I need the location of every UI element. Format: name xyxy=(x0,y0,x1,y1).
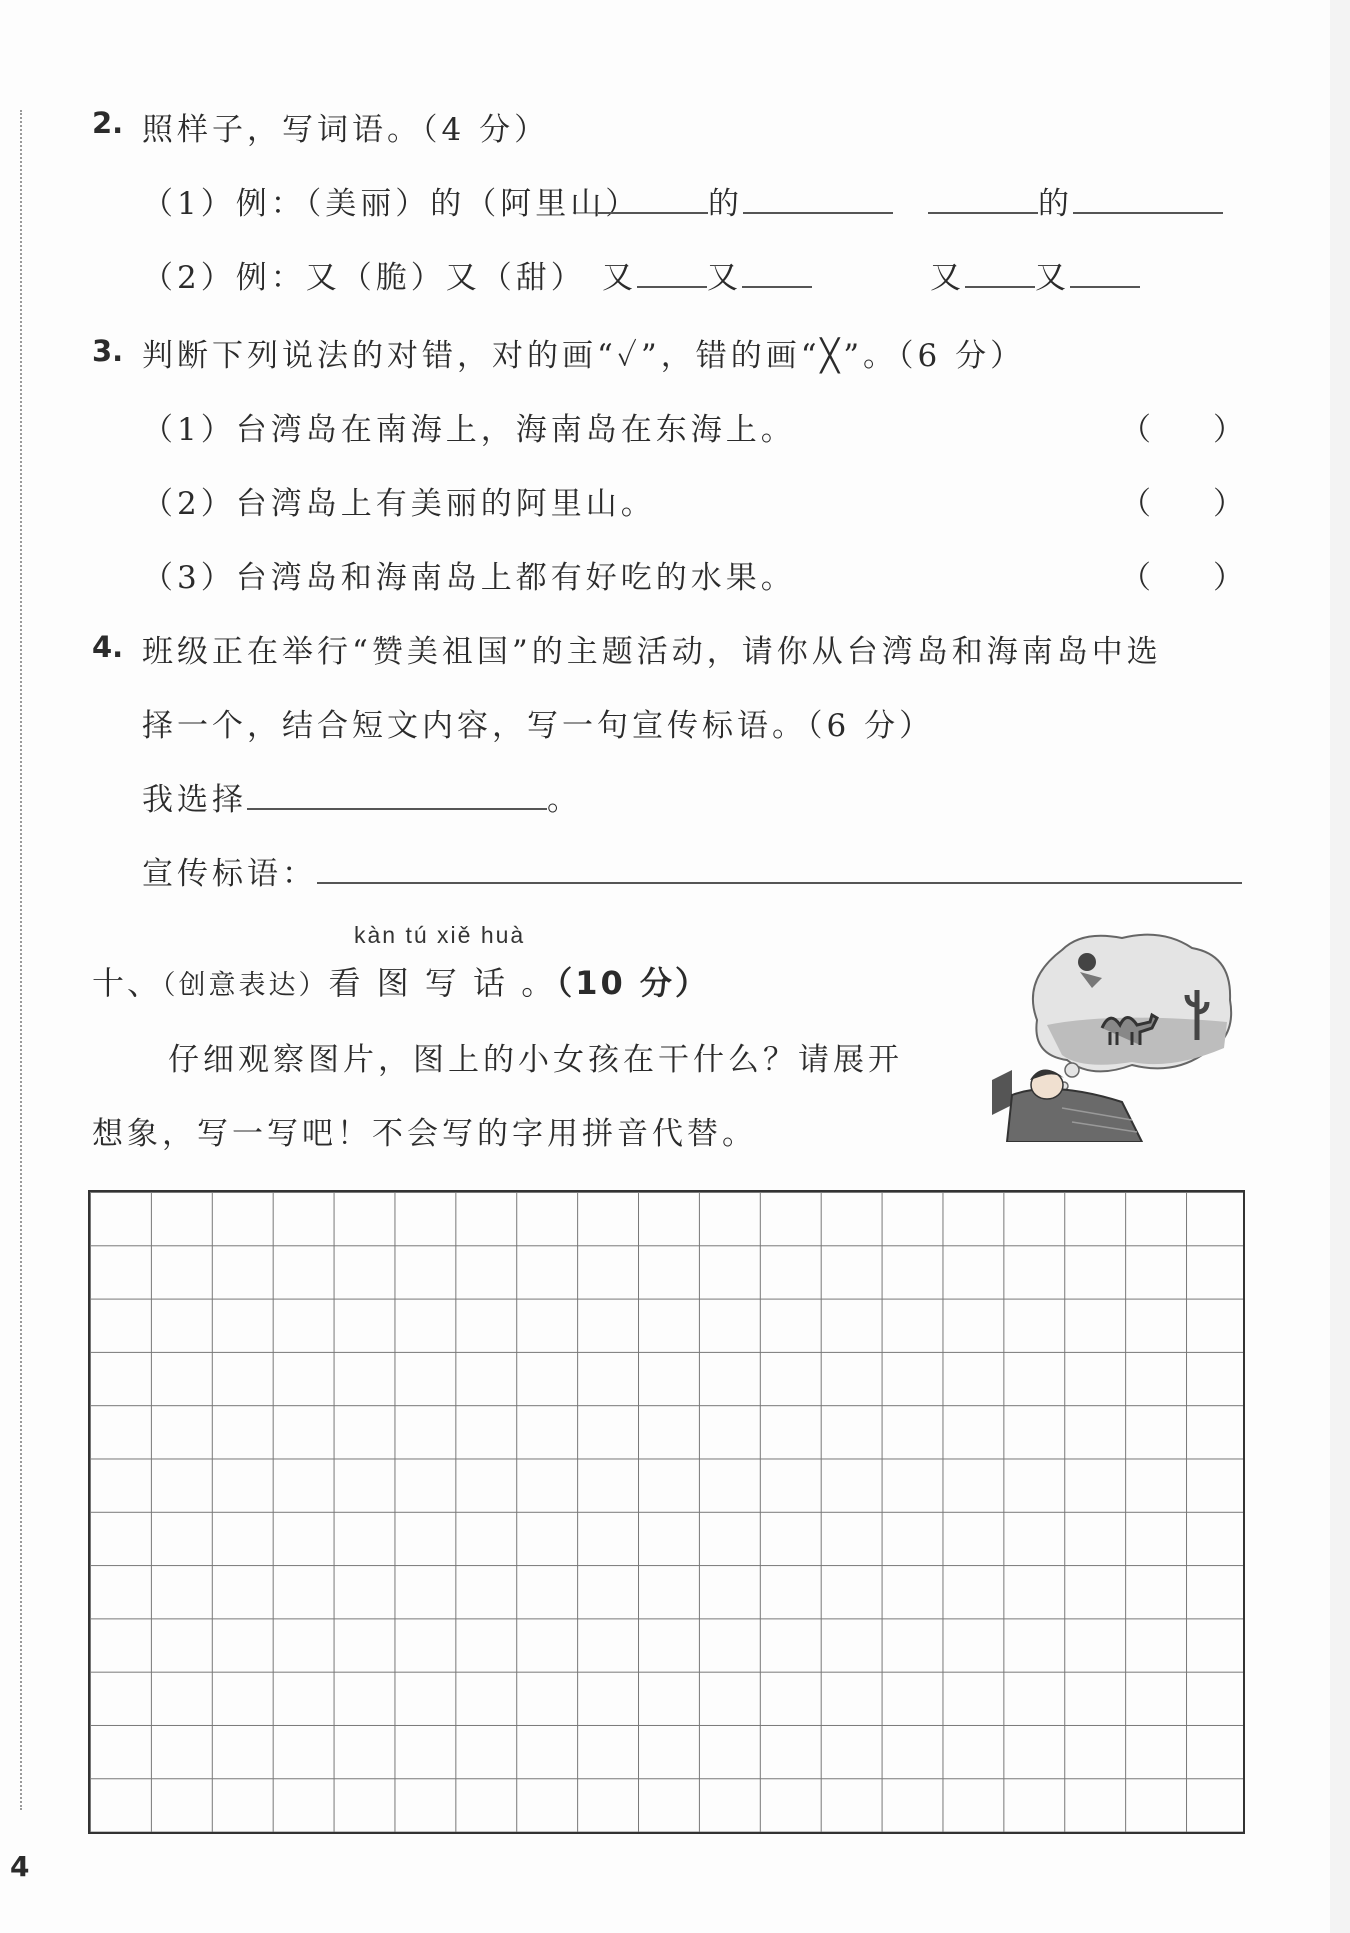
you-char: 又 xyxy=(930,260,965,296)
page-number: 4 xyxy=(10,1850,30,1883)
dreaming-girl-illustration xyxy=(992,930,1237,1142)
section-main-title: 看 图 写 话 。 xyxy=(328,964,557,1002)
q4-number: 4. xyxy=(92,630,124,664)
section-10-line2: 想象，写一写吧！不会写的字用拼音代替。 xyxy=(92,1116,757,1152)
bed-headboard xyxy=(992,1070,1012,1115)
blank[interactable] xyxy=(598,182,708,214)
q3-title: 判断下列说法的对错，对的画“✓”，错的画“╳”。（6 分） xyxy=(142,338,1026,374)
blank[interactable] xyxy=(1070,256,1140,288)
answer-parens[interactable]: （ ） xyxy=(1120,486,1244,522)
section-tag: （创意表达） xyxy=(162,970,329,1001)
q4-line2: 择一个，结合短文内容，写一句宣传标语。（6 分） xyxy=(142,708,935,744)
q3-item-1: （1）台湾岛在南海上，海南岛在东海上。 xyxy=(142,412,796,448)
section-10-title xyxy=(92,958,710,1004)
writing-grid[interactable] xyxy=(88,1190,1245,1834)
section-score: （10 分） xyxy=(556,964,710,1002)
answer-parens[interactable]: （ ） xyxy=(1120,560,1244,596)
q3-item-2: （2）台湾岛上有美丽的阿里山。 xyxy=(142,486,656,522)
section-prefix: 十、 xyxy=(92,964,163,1002)
dream-bubble xyxy=(1065,1063,1079,1077)
q4-line1: 班级正在举行“赞美祖国”的主题活动，请你从台湾岛和海南岛中选 xyxy=(142,634,1162,670)
you-char: 又 xyxy=(707,260,742,296)
q2-item2-answer-b xyxy=(930,252,1140,297)
blank[interactable] xyxy=(742,256,812,288)
q2-item1-answer-b xyxy=(928,178,1223,223)
q3-item-3: （3）台湾岛和海南岛上都有好吃的水果。 xyxy=(142,560,796,596)
q2-item1-answer-a xyxy=(598,178,893,223)
blank[interactable] xyxy=(1073,182,1223,214)
answer-parens[interactable]: （ ） xyxy=(1120,412,1244,448)
you-char: 又 xyxy=(1035,260,1070,296)
de-char: 的 xyxy=(708,186,743,222)
blank[interactable] xyxy=(743,182,893,214)
q2-number: 2. xyxy=(92,106,124,140)
choose-blank[interactable] xyxy=(247,778,547,810)
binding-margin-line xyxy=(20,110,22,1810)
de-char: 的 xyxy=(1038,186,1073,222)
blank[interactable] xyxy=(637,256,707,288)
q2-item2-answer-a xyxy=(602,252,812,297)
choose-end: 。 xyxy=(547,782,582,818)
choose-label: 我选择 xyxy=(142,782,247,818)
blank[interactable] xyxy=(965,256,1035,288)
q4-choose-line xyxy=(142,774,582,819)
dream-girl-head xyxy=(1078,953,1096,971)
q3-number: 3. xyxy=(92,334,124,368)
bed-blanket xyxy=(1007,1089,1142,1142)
you-char: 又 xyxy=(602,260,637,296)
q2-item2-label: （2）例：又（脆）又（甜） xyxy=(142,260,586,296)
blank[interactable] xyxy=(928,182,1038,214)
q2-title: 照样子，写词语。（4 分） xyxy=(142,112,550,148)
q2-item1-label: （1）例：（美丽）的（阿里山） xyxy=(142,186,641,222)
section-pinyin: kàn tú xiě huà xyxy=(354,922,526,948)
section-10-line1: 仔细观察图片，图上的小女孩在干什么？请展开 xyxy=(168,1042,903,1078)
q4-slogan-line xyxy=(142,848,1242,893)
slogan-blank[interactable] xyxy=(317,852,1242,884)
slogan-label: 宣传标语： xyxy=(142,856,317,892)
